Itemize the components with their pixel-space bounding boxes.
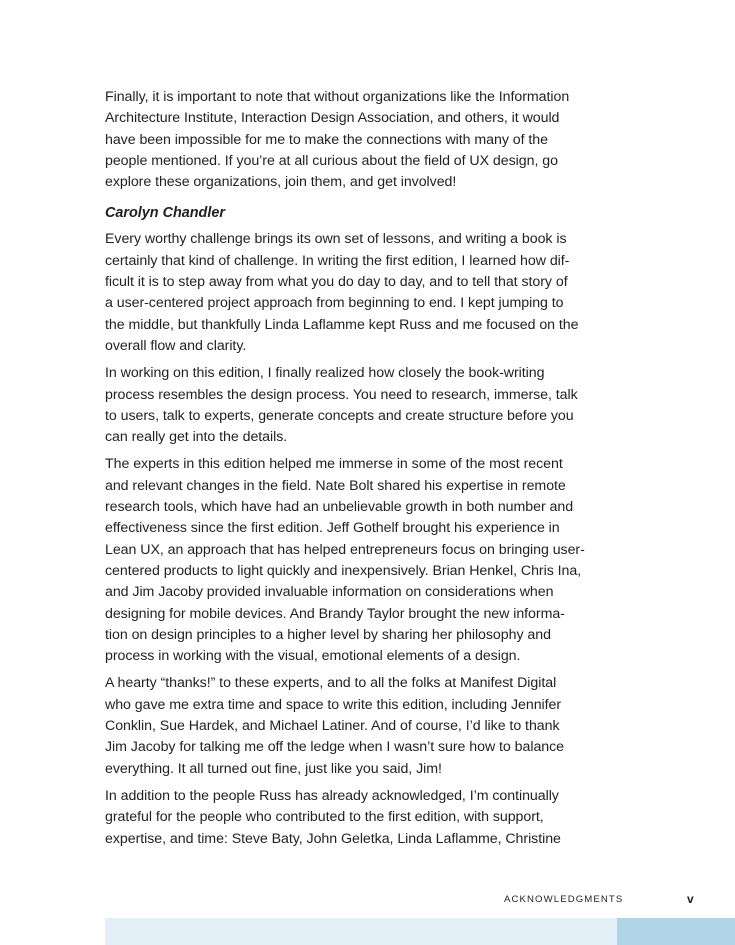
text-line: Every worthy challenge brings its own set of lessons, and writing a book is [105,231,567,248]
section-heading: Carolyn Chandler [105,205,225,222]
paragraph-first-edition [105,786,620,850]
text-line: can really get into the details. [105,429,288,446]
text-line: people mentioned. If you’re at all curious about the field of UX design, go [105,152,558,169]
paragraph-challenge [105,229,620,357]
text-line: grateful for the people who contributed to the first edition, with support, [105,809,544,826]
text-line: effectiveness since the first edition. Jeff Gothelf brought his experience in [105,520,560,537]
text-line: In addition to the people Russ has already acknowledged, I’m continually [105,787,559,804]
text-line: Architecture Institute, Interaction Design Association, and others, it would [105,110,560,127]
text-line: process resembles the design process. You need to research, immerse, talk [105,386,578,403]
text-line: designing for mobile devices. And Brandy Taylor brought the new informa- [105,605,565,622]
text-line: and Jim Jacoby provided invaluable information on considerations when [105,584,554,601]
paragraph-thanks [105,673,620,779]
text-line: In working on this edition, I finally realized how closely the book-writing [105,365,545,382]
text-line: A hearty “thanks!” to these experts, and to all the folks at Manifest Digital [105,675,557,692]
page-body [105,87,620,856]
text-line: centered products to light quickly and inexpensively. Brian Henkel, Chris Ina, [105,562,582,579]
text-line: ficult it is to step away from what you do day to day, and to tell that story of [105,274,568,291]
text-line: overall flow and clarity. [105,337,247,354]
text-line: Finally, it is important to note that without organizations like the Information [105,89,570,105]
text-line: explore these organizations, join them, and get involved! [105,174,457,191]
text-line: Conklin, Sue Hardek, and Michael Latiner. And of course, I’d like to thank [105,718,560,735]
text-line: who gave me extra time and space to write this edition, including Jennifer [105,696,562,713]
footer-bar [105,918,617,945]
text-line: The experts in this edition helped me immerse in some of the most recent [105,456,563,473]
text-line: research tools, which have had an unbelievable growth in both number and [105,499,574,516]
intro-paragraph [105,87,620,193]
text-line: expertise, and time: Steve Baty, John Geletka, Linda Laflamme, Christine [105,830,561,847]
text-line: to users, talk to experts, generate concepts and create structure before you [105,407,574,424]
text-line: have been impossible for me to make the connections with many of the [105,131,548,148]
paragraph-this-edition [105,363,620,448]
running-footer-label: ACKNOWLEDGMENTS [504,894,624,905]
paragraph-experts [105,454,620,667]
text-line: and relevant changes in the field. Nate Bolt shared his expertise in remote [105,477,566,494]
text-line: tion on design principles to a higher level by sharing her philosophy and [105,626,551,643]
text-line: Lean UX, an approach that has helped entrepreneurs focus on bringing user- [105,541,585,558]
text-line: everything. It all turned out fine, just like you said, Jim! [105,760,442,777]
text-line: certainly that kind of challenge. In writing the first edition, I learned how dif- [105,252,570,269]
page-number: v [687,892,694,906]
text-line: the middle, but thankfully Linda Laflamme kept Russ and me focused on the [105,316,579,333]
text-line: a user-centered project approach from beginning to end. I kept jumping to [105,295,564,312]
text-line: Jim Jacoby for talking me off the ledge when I wasn’t sure how to balance [105,739,565,756]
text-line: process in working with the visual, emotional elements of a design. [105,648,521,665]
footer-bar-accent [617,918,735,945]
